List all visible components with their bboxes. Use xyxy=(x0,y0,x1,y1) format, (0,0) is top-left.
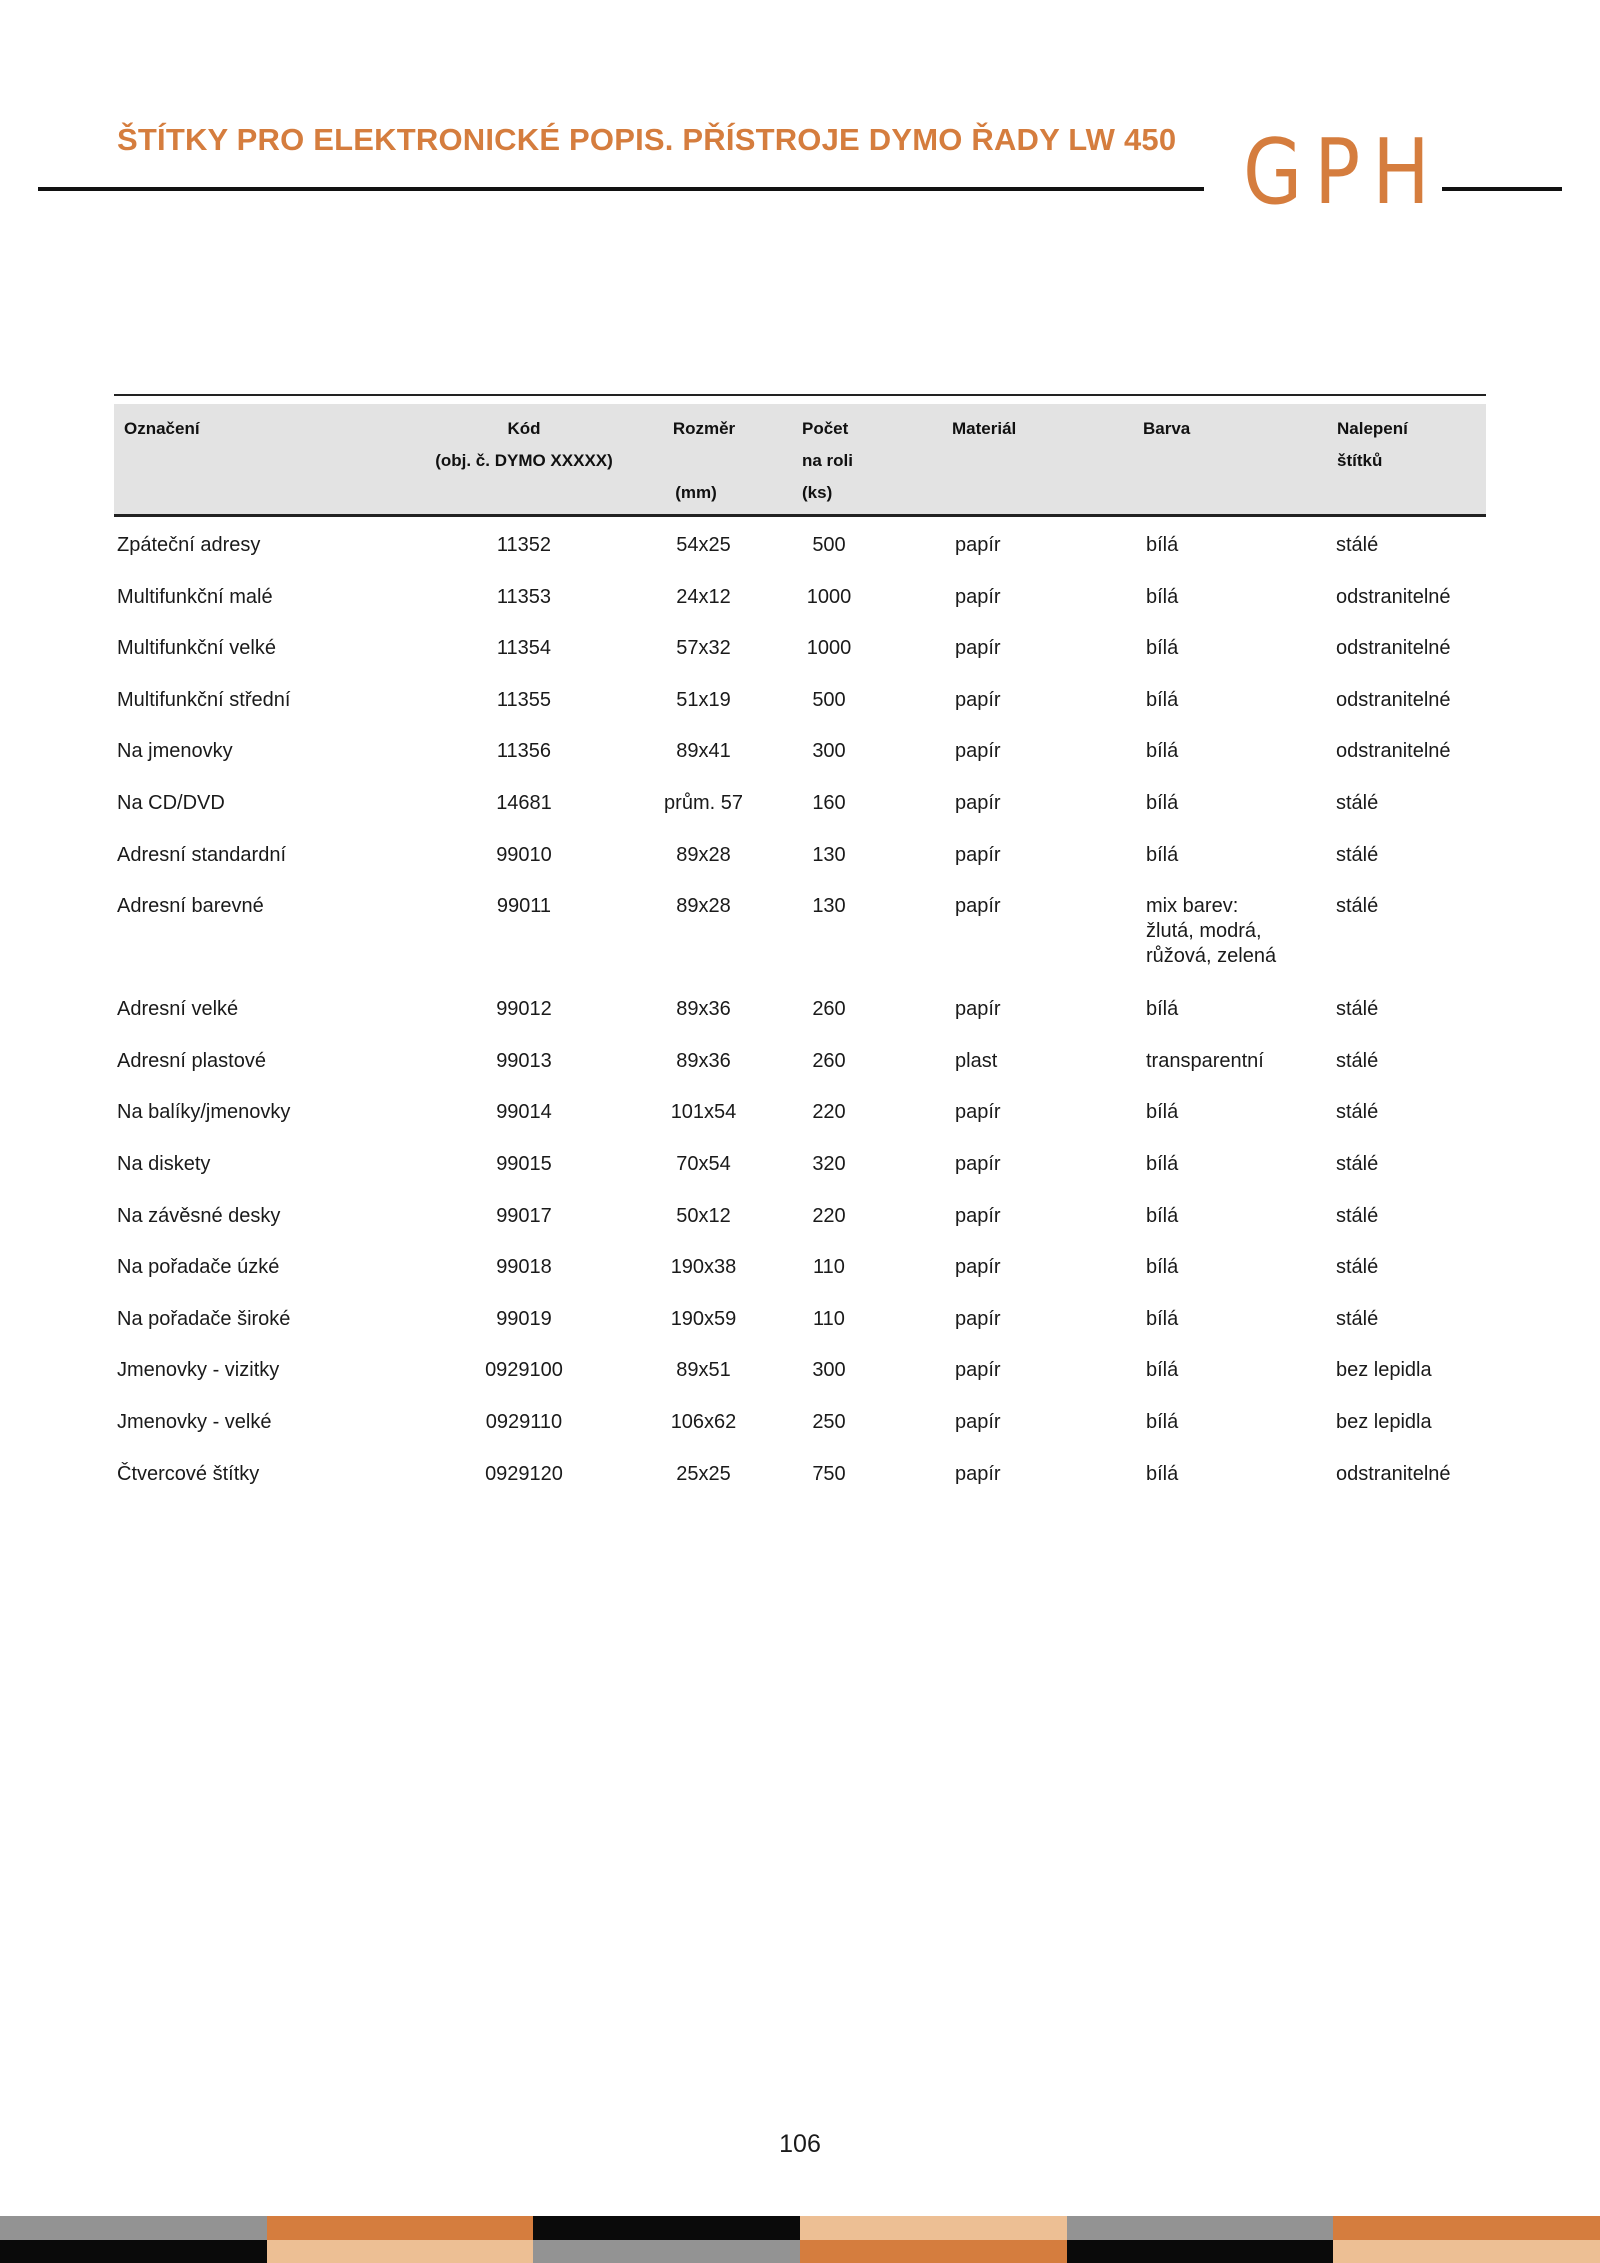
cell-nalepeni: stálé xyxy=(1336,1204,1379,1227)
table-body xyxy=(114,519,1486,1499)
cell-rozmer: 89x28 xyxy=(676,895,731,918)
stripe-block xyxy=(800,2216,1067,2240)
cell-rozmer: 89x41 xyxy=(676,740,731,763)
cell-material: papír xyxy=(955,585,1001,608)
table-row xyxy=(114,1190,1486,1242)
cell-oznaceni: Na pořadače široké xyxy=(117,1307,291,1330)
cell-rozmer: 54x25 xyxy=(676,534,731,556)
cell-rozmer: prům. 57 xyxy=(664,791,743,814)
cell-material: papír xyxy=(955,895,1001,918)
cell-barva xyxy=(1146,1049,1264,1074)
table-row xyxy=(114,1344,1486,1396)
table-row xyxy=(114,571,1486,623)
cell-material: papír xyxy=(955,740,1001,763)
cell-kod: 99017 xyxy=(496,1204,552,1227)
cell-oznaceni: Adresní barevné xyxy=(117,895,264,918)
cell-barva-line: bílá xyxy=(1146,637,1179,660)
cell-oznaceni: Multifunkční střední xyxy=(117,688,291,711)
stripe-block xyxy=(533,2240,800,2263)
cell-oznaceni: Adresní standardní xyxy=(117,843,286,866)
cell-barva-line: bílá xyxy=(1146,1307,1179,1330)
cell-material: papír xyxy=(955,1152,1001,1175)
stripe-block xyxy=(1333,2216,1600,2240)
table-row xyxy=(114,777,1486,829)
cell-nalepeni: stálé xyxy=(1336,1049,1379,1072)
cell-rozmer: 70x54 xyxy=(676,1152,731,1175)
cell-material: plast xyxy=(955,1049,998,1072)
header-nalepeni: Nalepení štítků xyxy=(1337,419,1408,470)
cell-material: papír xyxy=(955,688,1001,711)
cell-rozmer: 50x12 xyxy=(676,1204,731,1227)
stripe-block xyxy=(1067,2216,1334,2240)
cell-kod: 14681 xyxy=(496,791,552,814)
cell-nalepeni: odstranitelné xyxy=(1336,637,1451,660)
stripe-block xyxy=(267,2216,534,2240)
cell-barva xyxy=(1146,739,1178,764)
cell-kod: 99011 xyxy=(496,895,552,918)
cell-pocet: 250 xyxy=(812,1410,846,1433)
cell-barva-line: bílá xyxy=(1146,1204,1179,1227)
cell-material: papír xyxy=(955,1410,1001,1433)
header-oznaceni: Označení xyxy=(124,419,200,438)
cell-barva-line: bílá xyxy=(1146,1462,1179,1485)
header-rule-right xyxy=(1442,187,1562,191)
cell-rozmer: 106x62 xyxy=(670,1410,737,1433)
table-row xyxy=(114,1293,1486,1345)
cell-rozmer: 89x51 xyxy=(676,1359,731,1382)
cell-material: papír xyxy=(955,1462,1001,1485)
table-row xyxy=(114,622,1486,674)
cell-kod: 11352 xyxy=(496,534,552,556)
cell-rozmer: 25x25 xyxy=(676,1462,731,1485)
header-rozmer: Rozměr (mm) xyxy=(672,419,736,502)
cell-pocet: 1000 xyxy=(806,637,852,660)
cell-barva xyxy=(1146,688,1178,713)
cell-barva-line: transparentní xyxy=(1146,1049,1264,1072)
cell-pocet: 500 xyxy=(812,534,846,556)
stripe-block xyxy=(267,2240,534,2263)
cell-rozmer: 57x32 xyxy=(676,637,731,660)
cell-nalepeni: stálé xyxy=(1336,843,1379,866)
cell-oznaceni: Na diskety xyxy=(117,1152,211,1175)
cell-nalepeni: stálé xyxy=(1336,534,1379,556)
cell-pocet: 110 xyxy=(813,1256,845,1279)
cell-barva-line: bílá xyxy=(1146,843,1179,866)
cell-barva xyxy=(1146,791,1178,816)
cell-nalepeni: odstranitelné xyxy=(1336,740,1451,763)
cell-pocet: 220 xyxy=(812,1204,846,1227)
cell-nalepeni: stálé xyxy=(1336,791,1379,814)
cell-rozmer: 89x36 xyxy=(676,1049,731,1072)
cell-barva xyxy=(1146,1307,1178,1332)
cell-kod: 99015 xyxy=(496,1152,552,1175)
cell-nalepeni: bez lepidla xyxy=(1336,1410,1432,1433)
stripe-row-top xyxy=(0,2216,1600,2240)
cell-barva-line: bílá xyxy=(1146,1152,1179,1175)
product-table xyxy=(114,394,1486,517)
cell-nalepeni: stálé xyxy=(1336,1307,1379,1330)
cell-barva-line: růžová, zelená xyxy=(1146,945,1277,968)
cell-oznaceni: Jmenovky - velké xyxy=(117,1410,272,1433)
cell-rozmer: 89x28 xyxy=(676,843,731,866)
cell-barva xyxy=(1146,636,1178,661)
cell-nalepeni: stálé xyxy=(1336,895,1379,918)
cell-barva xyxy=(1146,1152,1178,1177)
header-kod: Kód (obj. č. DYMO XXXXX) xyxy=(435,419,613,470)
cell-barva-line: bílá xyxy=(1146,791,1179,814)
cell-nalepeni: stálé xyxy=(1336,998,1379,1021)
cell-barva-line: bílá xyxy=(1146,688,1179,711)
cell-kod: 11353 xyxy=(496,585,552,608)
stripe-block xyxy=(1067,2240,1334,2263)
cell-barva-line: bílá xyxy=(1146,534,1179,556)
cell-kod: 99010 xyxy=(496,843,552,866)
table-row xyxy=(114,983,1486,1035)
cell-barva xyxy=(1146,1204,1178,1229)
stripe-block xyxy=(800,2240,1067,2263)
cell-barva xyxy=(1146,894,1276,969)
table-row xyxy=(114,1086,1486,1138)
table-header xyxy=(114,404,1486,517)
cell-pocet: 160 xyxy=(812,791,846,814)
cell-barva xyxy=(1146,1410,1178,1435)
cell-oznaceni: Zpáteční adresy xyxy=(117,534,261,556)
cell-kod: 11356 xyxy=(496,740,552,763)
header-pocet: Počet na roli (ks) xyxy=(802,419,854,502)
table-row xyxy=(114,725,1486,777)
header-rule-left xyxy=(38,187,1204,191)
table-row xyxy=(114,1396,1486,1448)
cell-oznaceni: Adresní plastové xyxy=(117,1049,266,1072)
cell-pocet: 260 xyxy=(812,1049,846,1072)
cell-barva xyxy=(1146,533,1178,558)
header-barva: Barva xyxy=(1143,419,1191,438)
footer-color-stripes xyxy=(0,2216,1600,2263)
cell-kod: 0929120 xyxy=(485,1462,563,1485)
table-row xyxy=(114,1241,1486,1293)
cell-nalepeni: stálé xyxy=(1336,1152,1379,1175)
table-row xyxy=(114,1448,1486,1500)
cell-kod: 0929110 xyxy=(485,1410,563,1433)
cell-rozmer: 190x59 xyxy=(670,1307,737,1330)
cell-pocet: 1000 xyxy=(806,585,852,608)
cell-oznaceni: Na CD/DVD xyxy=(117,791,225,814)
cell-barva-line: bílá xyxy=(1146,1101,1179,1124)
page-number: 106 xyxy=(779,2130,821,2158)
cell-barva xyxy=(1146,997,1178,1022)
page-title: ŠTÍTKY PRO ELEKTRONICKÉ POPIS. PŘÍSTROJE DYMO ŘADY LW 450 xyxy=(117,122,1177,157)
cell-nalepeni: odstranitelné xyxy=(1336,1462,1451,1485)
cell-barva xyxy=(1146,1255,1178,1280)
cell-material: papír xyxy=(955,1359,1001,1382)
cell-material: papír xyxy=(955,843,1001,866)
cell-oznaceni: Čtvercové štítky xyxy=(117,1462,260,1485)
cell-pocet: 130 xyxy=(812,843,846,866)
cell-kod: 11354 xyxy=(496,637,552,660)
cell-rozmer: 89x36 xyxy=(676,998,731,1021)
table-row xyxy=(114,674,1486,726)
cell-kod: 99019 xyxy=(496,1307,552,1330)
cell-pocet: 750 xyxy=(812,1462,846,1485)
cell-nalepeni: bez lepidla xyxy=(1336,1359,1432,1382)
cell-material: papír xyxy=(955,1307,1001,1330)
cell-barva-line: žlutá, modrá, xyxy=(1146,920,1262,943)
stripe-block xyxy=(1333,2240,1600,2263)
cell-rozmer: 101x54 xyxy=(670,1101,737,1124)
table-row xyxy=(114,1138,1486,1190)
cell-barva-line: bílá xyxy=(1146,998,1179,1021)
cell-barva xyxy=(1146,1100,1178,1125)
cell-barva xyxy=(1146,843,1178,868)
cell-pocet: 130 xyxy=(812,895,846,918)
cell-oznaceni: Na pořadače úzké xyxy=(117,1256,280,1279)
cell-oznaceni: Multifunkční malé xyxy=(117,585,273,608)
cell-material: papír xyxy=(955,637,1001,660)
header-material: Materiál xyxy=(952,419,1017,438)
stripe-row-bottom xyxy=(0,2240,1600,2263)
cell-oznaceni: Na jmenovky xyxy=(117,740,233,763)
cell-material: papír xyxy=(955,1101,1001,1124)
stripe-block xyxy=(0,2216,267,2240)
cell-material: papír xyxy=(955,1256,1001,1279)
gph-logo: GPH xyxy=(1243,120,1442,225)
cell-material: papír xyxy=(955,791,1001,814)
table-row xyxy=(114,829,1486,881)
cell-nalepeni: odstranitelné xyxy=(1336,688,1451,711)
cell-rozmer: 51x19 xyxy=(676,688,731,711)
cell-oznaceni: Adresní velké xyxy=(117,998,239,1021)
cell-pocet: 220 xyxy=(812,1101,846,1124)
cell-pocet: 110 xyxy=(813,1307,845,1330)
cell-barva-line: bílá xyxy=(1146,740,1179,763)
cell-kod: 99012 xyxy=(496,998,552,1021)
cell-oznaceni: Jmenovky - vizitky xyxy=(117,1359,280,1382)
cell-barva-line: bílá xyxy=(1146,585,1179,608)
cell-oznaceni: Na balíky/jmenovky xyxy=(117,1101,291,1124)
table-top-rule xyxy=(114,394,1486,396)
cell-pocet: 320 xyxy=(812,1152,846,1175)
stripe-block xyxy=(0,2240,267,2263)
cell-nalepeni: odstranitelné xyxy=(1336,585,1451,608)
cell-material: papír xyxy=(955,1204,1001,1227)
cell-kod: 0929100 xyxy=(485,1359,563,1382)
cell-oznaceni: Na závěsné desky xyxy=(117,1204,281,1227)
cell-pocet: 300 xyxy=(812,1359,846,1382)
table-row xyxy=(114,519,1486,571)
cell-rozmer: 190x38 xyxy=(670,1256,737,1279)
cell-pocet: 500 xyxy=(812,688,846,711)
cell-barva xyxy=(1146,1358,1178,1383)
table-row xyxy=(114,1035,1486,1087)
cell-nalepeni: stálé xyxy=(1336,1256,1379,1279)
cell-barva-line: bílá xyxy=(1146,1410,1179,1433)
cell-material: papír xyxy=(955,998,1001,1021)
cell-barva-line: bílá xyxy=(1146,1359,1179,1382)
cell-kod: 99014 xyxy=(496,1101,552,1124)
cell-kod: 11355 xyxy=(496,688,552,711)
cell-pocet: 300 xyxy=(812,740,846,763)
cell-barva xyxy=(1146,585,1178,610)
cell-barva-line: bílá xyxy=(1146,1256,1179,1279)
stripe-block xyxy=(533,2216,800,2240)
cell-material: papír xyxy=(955,534,1001,556)
table-row xyxy=(114,880,1486,983)
cell-barva-line: mix barev: xyxy=(1146,895,1239,918)
cell-kod: 99013 xyxy=(496,1049,552,1072)
cell-nalepeni: stálé xyxy=(1336,1101,1379,1124)
cell-pocet: 260 xyxy=(812,998,846,1021)
cell-rozmer: 24x12 xyxy=(676,585,731,608)
cell-barva xyxy=(1146,1462,1178,1487)
cell-oznaceni: Multifunkční velké xyxy=(117,637,276,660)
cell-kod: 99018 xyxy=(496,1256,552,1279)
